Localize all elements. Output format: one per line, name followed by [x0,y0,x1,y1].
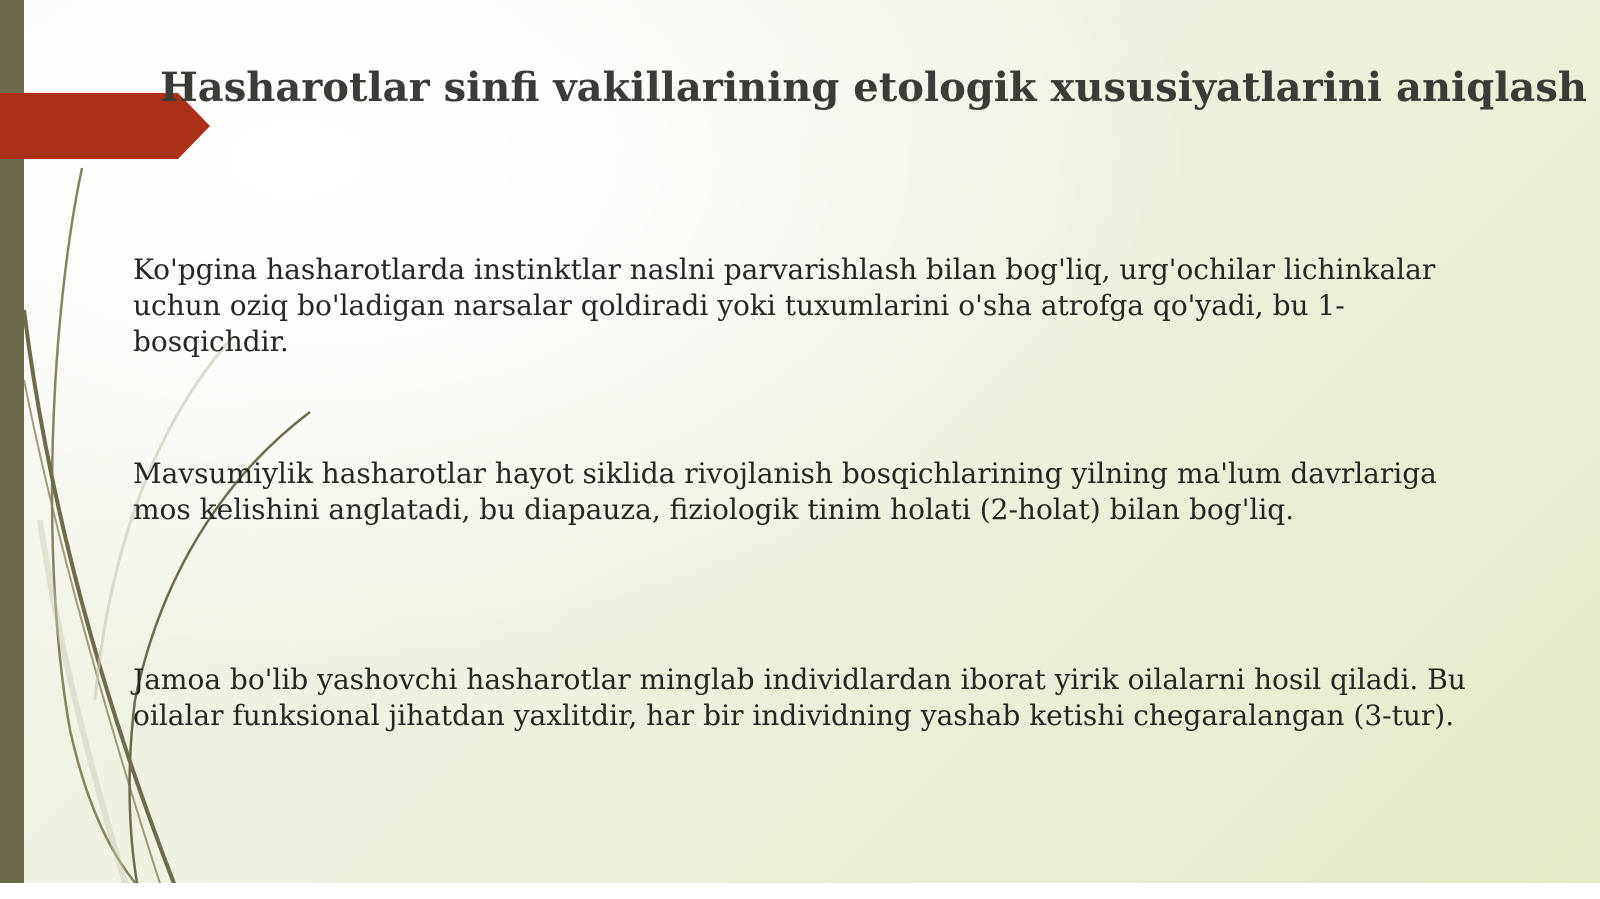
paragraph-1: Ko'pgina hasharotlarda instinktlar naslni parvarishlash bilan bog'liq, urg'ochilar lichinkalar uchun oziq bo'ladigan narsalar qoldiradi yoki tuxumlarini o'sha atrofga qo'yadi, bu 1-bosqichdir. [133,253,1436,358]
paragraph-3: Jamoa bo'lib yashovchi hasharotlar minglab individlardan iborat yirik oilalarni hosil qiladi. Bu oilalar funksional jihatdan yaxlitdir, har bir individning yashab ketishi chegaralangan (3-tur). [133,663,1466,732]
paragraph-2: Mavsumiylik hasharotlar hayot siklida rivojlanish bosqichlarining yilning ma'lum davrlariga mos kelishini anglatadi, bu diapauza, fiziologik tinim holati (2-holat) bilan bog'liq. [133,457,1437,526]
slide-title: Hasharotlar sinfi vakillarining etologik xususiyatlarini aniqlash [160,64,1587,111]
bottom-edge [0,883,1600,899]
